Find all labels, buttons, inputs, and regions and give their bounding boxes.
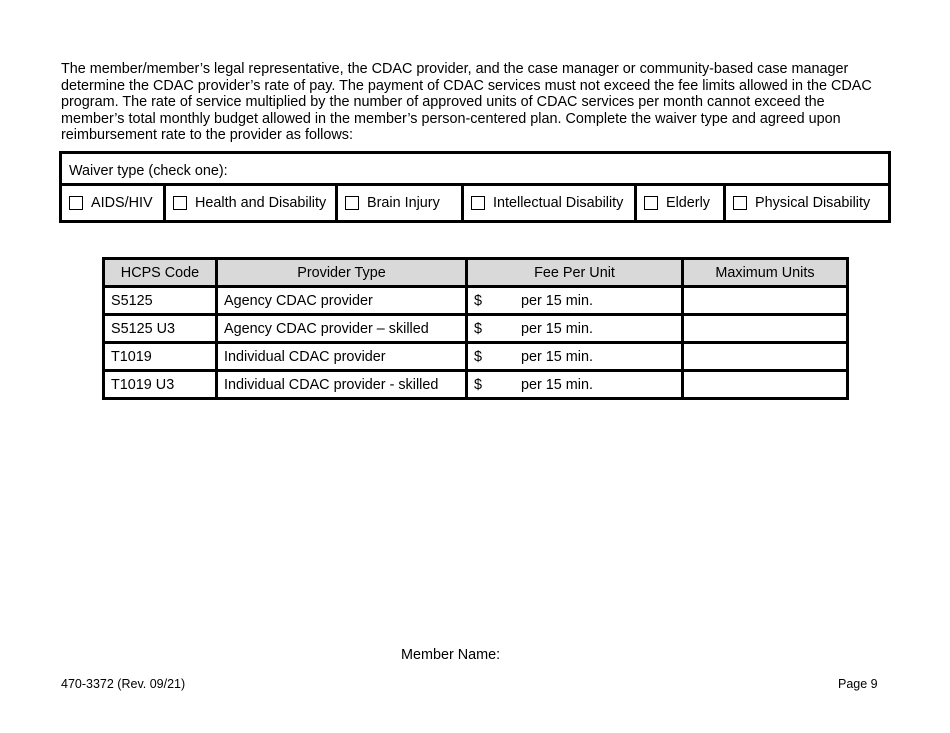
waiver-option-label: Elderly [666, 195, 710, 211]
cell-fee-per-unit[interactable] [467, 343, 683, 371]
cell-maximum-units[interactable] [683, 315, 848, 343]
cell-hcps-code: T1019 [104, 343, 217, 371]
waiver-option-intellectual-disability[interactable] [464, 186, 637, 220]
waiver-option-label: AIDS/HIV [91, 195, 153, 211]
currency-symbol: $ [474, 376, 483, 393]
header-hcps-code: HCPS Code [104, 259, 217, 287]
waiver-option-health-disability[interactable] [166, 186, 338, 220]
table-row [104, 343, 848, 371]
page-number: Page 9 [838, 677, 878, 691]
waiver-option-elderly[interactable] [637, 186, 726, 220]
cell-provider-type: Agency CDAC provider – skilled [217, 315, 467, 343]
unit-label: per 15 min. [521, 348, 593, 365]
checkbox-icon[interactable] [471, 196, 485, 210]
waiver-option-label: Brain Injury [367, 195, 440, 211]
cell-provider-type: Individual CDAC provider [217, 343, 467, 371]
cell-fee-per-unit[interactable] [467, 287, 683, 315]
checkbox-icon[interactable] [733, 196, 747, 210]
waiver-option-aids-hiv[interactable] [62, 186, 166, 220]
checkbox-icon[interactable] [345, 196, 359, 210]
checkbox-icon[interactable] [173, 196, 187, 210]
cell-hcps-code: T1019 U3 [104, 371, 217, 399]
member-name-label: Member Name: [401, 647, 501, 663]
table-row [104, 287, 848, 315]
cell-fee-per-unit[interactable] [467, 315, 683, 343]
table-header-row [104, 259, 848, 287]
cell-provider-type: Individual CDAC provider - skilled [217, 371, 467, 399]
currency-symbol: $ [474, 348, 483, 365]
checkbox-icon[interactable] [644, 196, 658, 210]
cell-hcps-code: S5125 [104, 287, 217, 315]
waiver-type-title: Waiver type (check one): [62, 154, 888, 186]
header-provider-type: Provider Type [217, 259, 467, 287]
cell-maximum-units[interactable] [683, 371, 848, 399]
waiver-option-label: Intellectual Disability [493, 195, 624, 211]
waiver-option-label: Physical Disability [755, 195, 871, 211]
cell-fee-per-unit[interactable] [467, 371, 683, 399]
table-row [104, 315, 848, 343]
waiver-option-brain-injury[interactable] [338, 186, 464, 220]
checkbox-icon[interactable] [69, 196, 83, 210]
cell-hcps-code: S5125 U3 [104, 315, 217, 343]
waiver-options-row [62, 186, 888, 220]
unit-label: per 15 min. [521, 376, 593, 393]
currency-symbol: $ [474, 292, 483, 309]
waiver-type-box [59, 151, 891, 223]
cell-provider-type: Agency CDAC provider [217, 287, 467, 315]
header-fee-per-unit: Fee Per Unit [467, 259, 683, 287]
table-row [104, 371, 848, 399]
intro-paragraph: The member/member’s legal representative, the CDAC provider, and the case manager or community-based case manager determine the CDAC provider’s rate of pay. The payment of CDAC services must not exceed the fee limits allowed in the CDAC program. The rate of service multiplied by the number of approved units of CDAC services per month cannot exceed the member’s total monthly budget allowed in the member’s person-centered plan. Complete the waiver type and agreed upon reimbursement rate to the provider as follows: [61, 61, 872, 144]
fee-table [102, 257, 849, 400]
cell-maximum-units[interactable] [683, 287, 848, 315]
unit-label: per 15 min. [521, 320, 593, 337]
currency-symbol: $ [474, 320, 483, 337]
header-maximum-units: Maximum Units [683, 259, 848, 287]
form-number: 470-3372 (Rev. 09/21) [61, 677, 186, 691]
cell-maximum-units[interactable] [683, 343, 848, 371]
waiver-option-label: Health and Disability [195, 195, 327, 211]
unit-label: per 15 min. [521, 292, 593, 309]
waiver-option-physical-disability[interactable] [726, 186, 888, 220]
